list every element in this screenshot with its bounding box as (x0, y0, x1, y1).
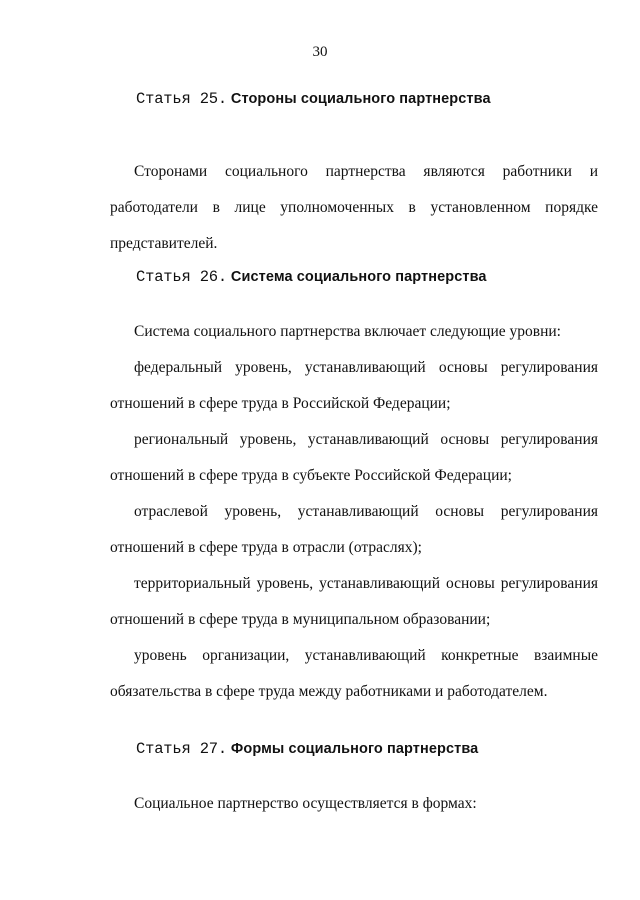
article-27-heading (136, 740, 478, 758)
article-26-paragraph-1: Система социального партнерства включает следующие уровни: (134, 323, 561, 340)
article-27-number: Статья 27. (136, 740, 228, 758)
article-26-title: Система социального партнерства (230, 269, 487, 285)
article-26-paragraph-2: федеральный уровень, устанавливающий основы регулирования отношений в сфере труда в Российской Федерации; (110, 359, 598, 412)
article-26-paragraph-5: территориальный уровень, устанавливающий основы регулирования отношений в сфере труда в муниципальном образовании; (110, 575, 598, 628)
article-26-paragraph-6: уровень организации, устанавливающий конкретные взаимные обязательства в сфере труда между работниками и работодателем. (110, 647, 598, 700)
article-26-paragraph-4: отраслевой уровень, устанавливающий основы регулирования отношений в сфере труда в отрасли (отраслях); (110, 503, 598, 556)
article-26-paragraph-3: региональный уровень, устанавливающий основы регулирования отношений в сфере труда в субъекте Российской Федерации; (110, 431, 598, 484)
article-25-heading (136, 90, 491, 108)
article-25-paragraph-1: Сторонами социального партнерства являются работники и работодатели в лице уполномоченных в установленном порядке представителей. (110, 163, 598, 252)
article-25-title: Стороны социального партнерства (230, 91, 491, 107)
page-number: 30 (312, 44, 328, 60)
article-27-paragraph-1: Социальное партнерство осуществляется в формах: (134, 795, 477, 812)
article-26-number: Статья 26. (136, 268, 228, 286)
article-25-number: Статья 25. (136, 90, 228, 108)
article-27-title: Формы социального партнерства (230, 741, 479, 757)
article-26-heading (136, 268, 487, 286)
